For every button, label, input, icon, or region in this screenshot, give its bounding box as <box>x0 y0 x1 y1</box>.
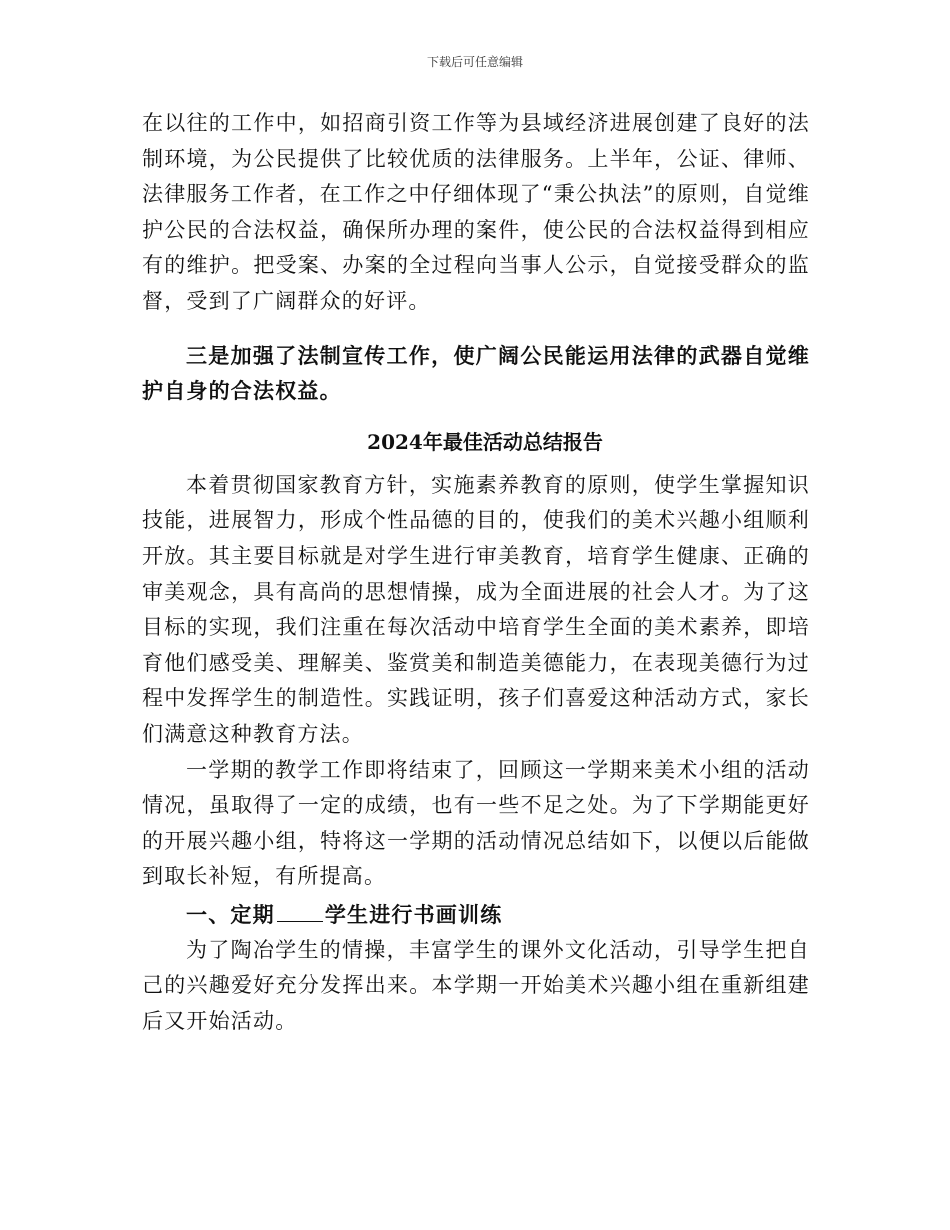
page-header-note: 下载后可任意编辑 <box>426 55 523 69</box>
fill-in-blank-line <box>277 899 323 922</box>
paragraph-1: 本着贯彻国家教育方针，实施素养教育的原则，使学生掌握知识技能，进展智力，形成个性品德的目的，使我们的美术兴趣小组顺利开放。其主要目标就是对学生进行审美教育，培育学生健康、正确的审美观念，具有高尚的思想情操，成为全面进展的社会人才。为了这目标的实现，我们注重在每次活动中培育学生全面的美术素养，即培育他们感受美、理解美、鉴赏美和制造美德能力，在表现美德行为过程中发挥学生的制造性。实践证明，孩子们喜爱这种活动方式，家长们满意这种教育方法。 <box>142 472 810 746</box>
section-1-heading <box>142 897 810 933</box>
section-1-heading-prefix: 一、定期 <box>186 901 275 927</box>
section-1-heading-suffix: 学生进行书画训练 <box>324 901 503 927</box>
paragraph-3: 为了陶冶学生的情操，丰富学生的课外文化活动，引导学生把自己的兴趣爱好充分发挥出来。本学期一开始美术兴趣小组在重新组建后又开始活动。 <box>142 937 810 1034</box>
bold-point-paragraph: 三是加强了法制宣传工作，使广阔公民能运用法律的武器自觉维护自身的合法权益。 <box>142 342 810 404</box>
intro-paragraph: 在以往的工作中，如招商引资工作等为县域经济进展创建了良好的法制环境，为公民提供了比较优质的法律服务。上半年，公证、律师、法律服务工作者，在工作之中仔细体现了“秉公执法”的原则，自觉维护公民的合法权益，确保所办理的案件，使公民的合法权益得到相应有的维护。把受案、办案的全过程向当事人公示，自觉接受群众的监督，受到了广阔群众的好评。 <box>142 111 810 313</box>
document-body <box>142 106 810 1040</box>
document-title: 2024年最佳活动总结报告 <box>367 429 603 454</box>
paragraph-2: 一学期的教学工作即将结束了，回顾这一学期来美术小组的活动情况，虽取得了一定的成绩，也有一些不足之处。为了下学期能更好的开展兴趣小组，特将这一学期的活动情况总结如下，以便以后能做到取长补短，有所提高。 <box>142 757 810 889</box>
